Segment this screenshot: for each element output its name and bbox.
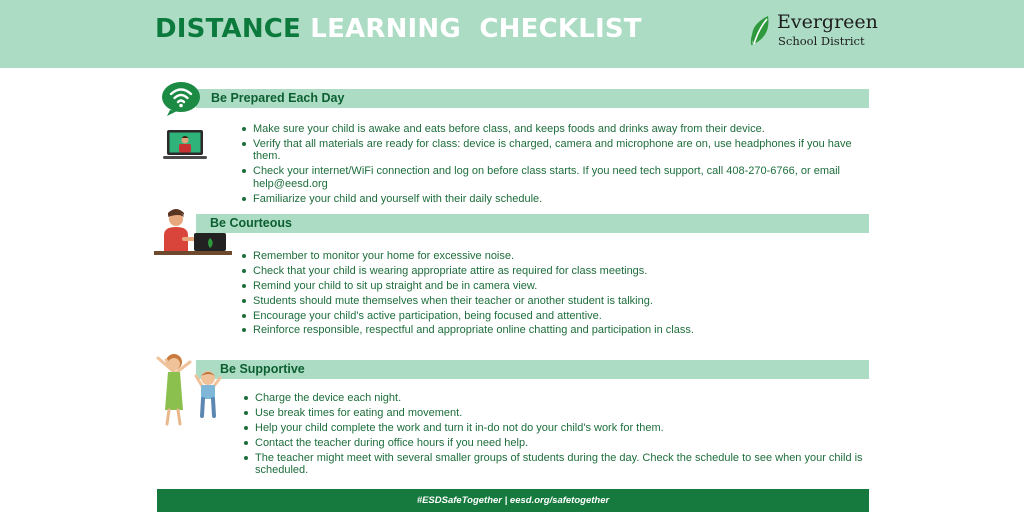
section-heading-supportive: Be Supportive [220, 362, 305, 376]
checklist-supportive [241, 392, 871, 479]
list-item: Students should mute themselves when their teacher or another student is talking. [239, 295, 864, 308]
logo-name: Evergreen [777, 11, 878, 33]
parent-and-child-illustration [152, 350, 226, 428]
header-banner [0, 0, 1024, 68]
title-part-distance: DISTANCE [155, 14, 302, 44]
list-item: Verify that all materials are ready for class: device is charged, camera and microphone are on, use headphones if you have them. [239, 138, 864, 163]
section-band-courteous [196, 214, 869, 233]
list-item: The teacher might meet with several smaller groups of students during the day. Check the schedule to see when your child is scheduled. [241, 452, 871, 477]
section-heading-courteous: Be Courteous [210, 216, 292, 230]
list-item: Encourage your child's active participation, being focused and attentive. [239, 310, 864, 323]
list-item: Make sure your child is awake and eats before class, and keeps foods and drinks away from their device. [239, 123, 864, 136]
list-item: Help your child complete the work and turn it in-do not do your child's work for them. [241, 422, 871, 435]
evergreen-logo [748, 12, 878, 52]
footer-banner [157, 489, 869, 512]
list-item: Familiarize your child and yourself with their daily schedule. [239, 193, 864, 206]
list-item: Charge the device each night. [241, 392, 871, 405]
list-item: Remind your child to sit up straight and be in camera view. [239, 280, 864, 293]
laptop-video-call-icon [162, 128, 208, 164]
footer-hashtag-link-text: #ESDSafeTogether | eesd.org/safetogether [416, 495, 610, 506]
section-heading-prepared: Be Prepared Each Day [211, 91, 345, 105]
checklist-courteous [239, 250, 864, 339]
logo-subtitle: School District [778, 34, 865, 48]
page-title [155, 14, 642, 44]
person-at-laptop-illustration [154, 207, 234, 259]
leaf-icon [748, 14, 772, 46]
wifi-icon [161, 80, 201, 116]
list-item: Remember to monitor your home for excessive noise. [239, 250, 864, 263]
list-item: Use break times for eating and movement. [241, 407, 871, 420]
list-item: Check your internet/WiFi connection and log on before class starts. If you need tech support, call 408-270-6766, or email help@eesd.org [239, 165, 864, 190]
list-item: Reinforce responsible, respectful and appropriate online chatting and participation in class. [239, 324, 864, 337]
list-item: Check that your child is wearing appropriate attire as required for class meetings. [239, 265, 864, 278]
list-item: Contact the teacher during office hours if you need help. [241, 437, 871, 450]
title-part-checklist: LEARNING CHECKLIST [310, 14, 642, 44]
checklist-prepared [239, 123, 864, 208]
